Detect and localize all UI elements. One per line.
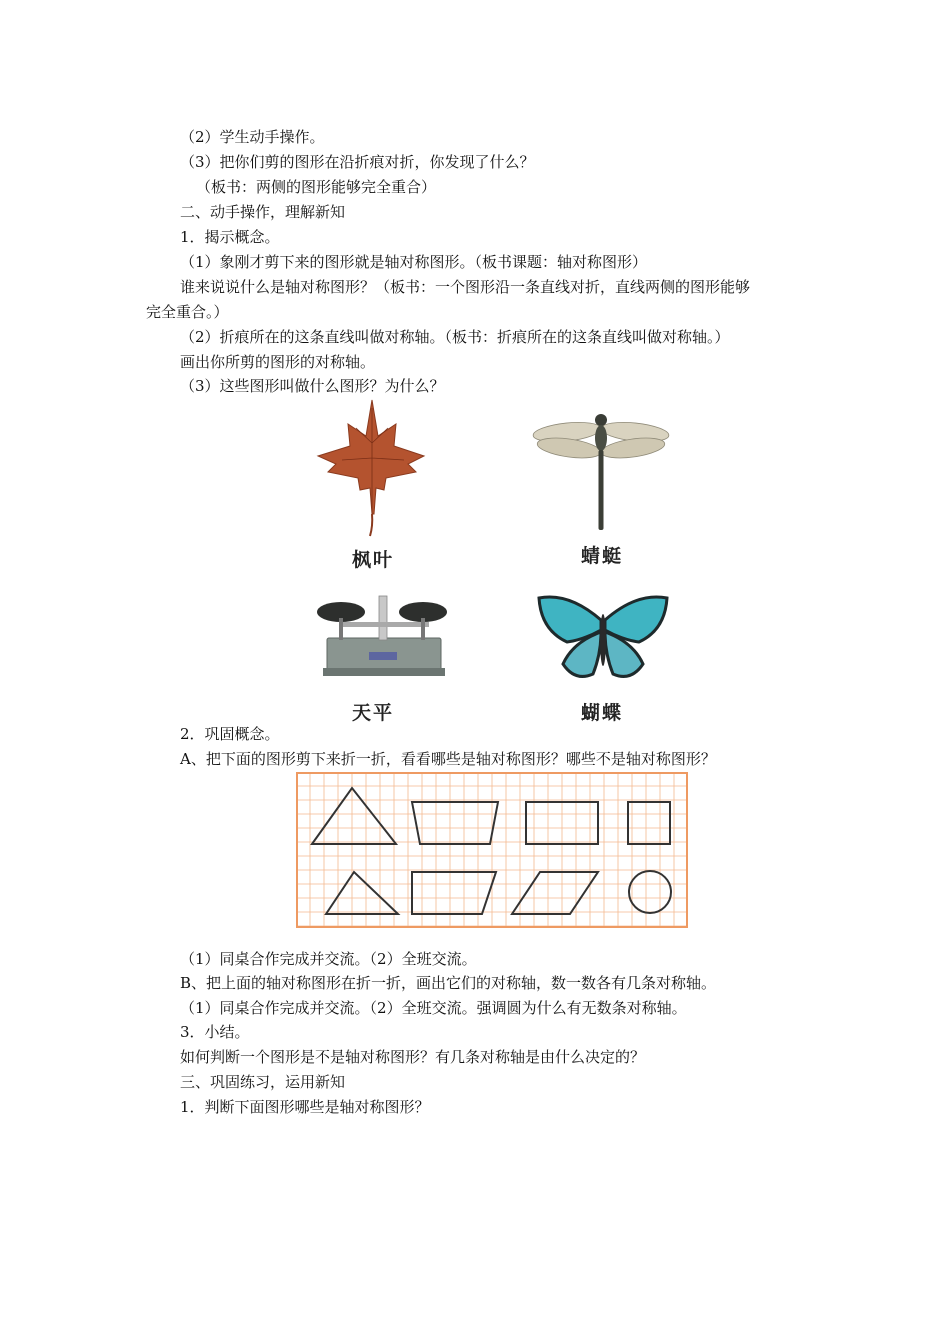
text-line: （2）折痕所在的这条直线叫做对称轴。（板书：折痕所在的这条直线叫做对称轴。） — [180, 328, 730, 346]
small-triangle-shape — [326, 872, 398, 914]
balance-image — [313, 592, 451, 678]
text-line: 完全重合。） — [146, 303, 229, 321]
text-line: 1．揭示概念。 — [180, 228, 280, 246]
text-line: （1）象刚才剪下来的图形就是轴对称图形。（板书课题：轴对称图形） — [180, 253, 648, 271]
section-heading: 三、巩固练习，运用新知 — [180, 1073, 346, 1091]
caption-balance: 天平 — [352, 702, 395, 724]
dragonfly-image — [531, 410, 671, 532]
text-line: （1）同桌合作完成并交流。（2）全班交流。强调圆为什么有无数条对称轴。 — [180, 999, 687, 1017]
shape-grid-figure — [296, 772, 688, 928]
text-line: （3）把你们剪的图形在沿折痕对折，你发现了什么？ — [180, 153, 535, 171]
caption-dragonfly: 蜻蜓 — [581, 545, 624, 567]
caption-maple-leaf: 枫叶 — [352, 549, 395, 571]
butterfly-image — [533, 590, 673, 686]
circle-shape — [629, 871, 671, 913]
text-line: B、把上面的轴对称图形在折一折，画出它们的对称轴，数一数各有几条对称轴。 — [180, 974, 717, 992]
text-line: A、把下面的图形剪下来折一折，看看哪些是轴对称图形？哪些不是轴对称图形？ — [180, 750, 716, 768]
maple-leaf-image — [312, 398, 432, 540]
text-line: 2．巩固概念。 — [180, 725, 280, 743]
square-shape — [628, 802, 670, 844]
text-line: 3．小结。 — [180, 1023, 250, 1041]
triangle-shape — [312, 788, 396, 844]
text-line: （2）学生动手操作。 — [180, 128, 325, 146]
section-heading: 二、动手操作，理解新知 — [180, 203, 346, 221]
text-line: （1）同桌合作完成并交流。（2）全班交流。 — [180, 950, 477, 968]
trapezoid-shape — [412, 802, 498, 844]
parallelogram-shape — [512, 872, 598, 914]
right-trapezoid-shape — [412, 872, 496, 914]
text-line: 如何判断一个图形是不是轴对称图形？有几条对称轴是由什么决定的？ — [180, 1048, 646, 1066]
text-line: 1．判断下面图形哪些是轴对称图形？ — [180, 1098, 430, 1116]
text-line: （3）这些图形叫做什么图形？为什么？ — [180, 377, 445, 395]
caption-butterfly: 蝴蝶 — [581, 702, 624, 724]
text-line: 谁来说说什么是轴对称图形？（板书：一个图形沿一条直线对折，直线两侧的图形能够 — [180, 278, 751, 296]
text-line: 画出你所剪的图形的对称轴。 — [180, 353, 376, 371]
grid-lines — [296, 772, 688, 928]
text-line: （板书：两侧的图形能够完全重合） — [196, 178, 437, 196]
